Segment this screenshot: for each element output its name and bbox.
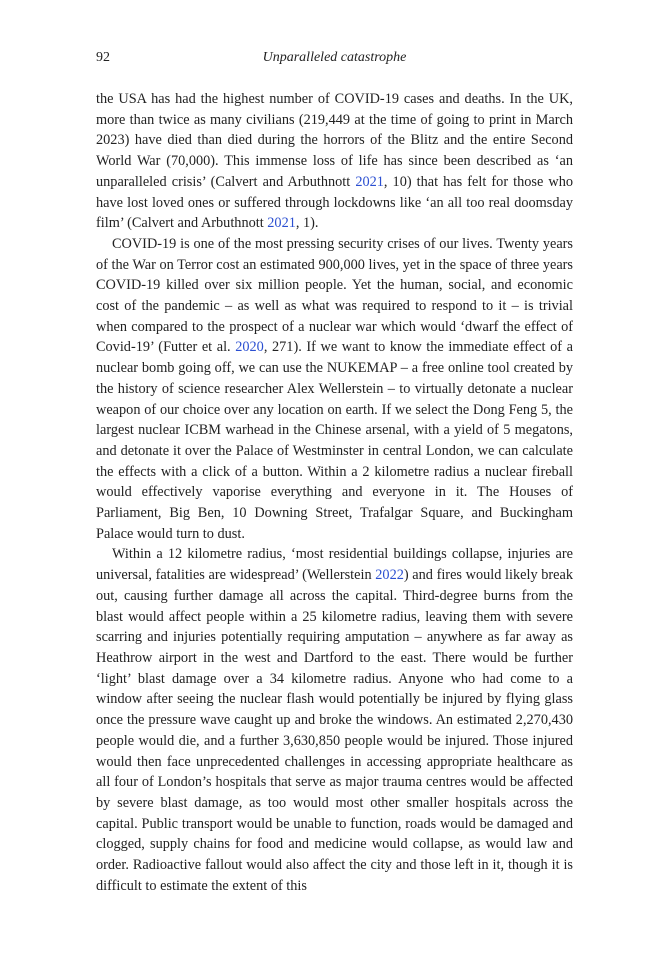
page-number: 92 (96, 50, 110, 65)
text-run: Within a 12 kilometre radius, ‘most residential buildings collapse, injuries are universal, fatalities are widespread’ (Wellerstein (96, 546, 573, 584)
text-run: COVID-19 is one of the most pressing security crises of our lives. Twenty years of the War on Terror cost an estimated 900,000 lives, yet in the space of three years COVID-19 killed over six million people. Yet the human, social, and economic cost of the pandemic – as well as what was required to respond to it – is trivial when compared to the prospect of a nuclear war which would ‘dwarf the effect of Covid-19’ (Futter et al. (96, 235, 573, 356)
citation-link[interactable]: 2022 (375, 567, 404, 584)
text-run: ) and fires would likely break out, causing further damage all across the capital. Third-degree burns from the blast would affect people within a 25 kilometre radius, leaving them with severe scarring and injuries potentially requiring amputation – anywhere as far away as Heathrow airport in the west and Dartford to the east. There would be further ‘light’ blast damage over a 34 kilometre radius. Anyone who had come to a window after seeing the nuclear flash would potentially be injured by flying glass once the pressure wave caught up and broke the windows. An estimated 2,270,430 people would die, and a further 3,630,850 people would be injured. Those injured would then face unprecedented challenges in accessing appropriate healthcare as all four of London’s hospitals that serve as major trauma centres would be affected by severe blast damage, as too would most other smaller hospitals across the capital. Public transport would be unable to function, roads would be damaged and clogged, supply chains for food and medicine would collapse, as would law and order. Radioactive fallout would also affect the city and those left in it, though it is difficult to estimate the extent of this (96, 567, 574, 894)
paragraph (96, 544, 573, 896)
citation-link[interactable]: 2021 (355, 173, 384, 190)
citation-link[interactable]: 2020 (235, 339, 264, 356)
running-header (96, 50, 573, 72)
text-run: the USA has had the highest number of COVID-19 cases and deaths. In the UK, more than twice as many civilians (219,449 at the time of going to print in March 2023) have died than died during the horrors of the Blitz and the entire Second World War (70,000). This immense loss of life has since been described as ‘an unparalleled crisis’ (Calvert and Arbuthnott (96, 91, 573, 190)
body-text (96, 89, 573, 896)
text-run: , 10) that has felt for those who have lost loved ones or suffered through lockdowns like ‘an all too real doomsday film’ (Calvert and Arbuthnott (96, 173, 574, 232)
text-run: , 271). If we want to know the immediate effect of a nuclear bomb going off, we can use the NUKEMAP – a free online tool created by the history of science researcher Alex Wellerstein – to virtually detonate a nuclear weapon of our choice over any location on earth. If we select the Dong Feng 5, the largest nuclear ICBM warhead in the Chinese arsenal, with a yield of 5 megatons, and detonate it over the Palace of Westminster in central London, we can calculate the effects with a click of a button. Within a 2 kilometre radius a nuclear fireball would effectively vaporise everything and everyone in it. The Houses of Parliament, Big Ben, 10 Downing Street, Trafalgar Square, and Buckingham Palace would turn to dust. (96, 339, 573, 542)
citation-link[interactable]: 2021 (267, 215, 296, 232)
paragraph (96, 89, 573, 234)
text-run: , 1). (295, 215, 319, 232)
paragraph (96, 234, 573, 545)
running-title: Unparalleled catastrophe (262, 50, 407, 65)
